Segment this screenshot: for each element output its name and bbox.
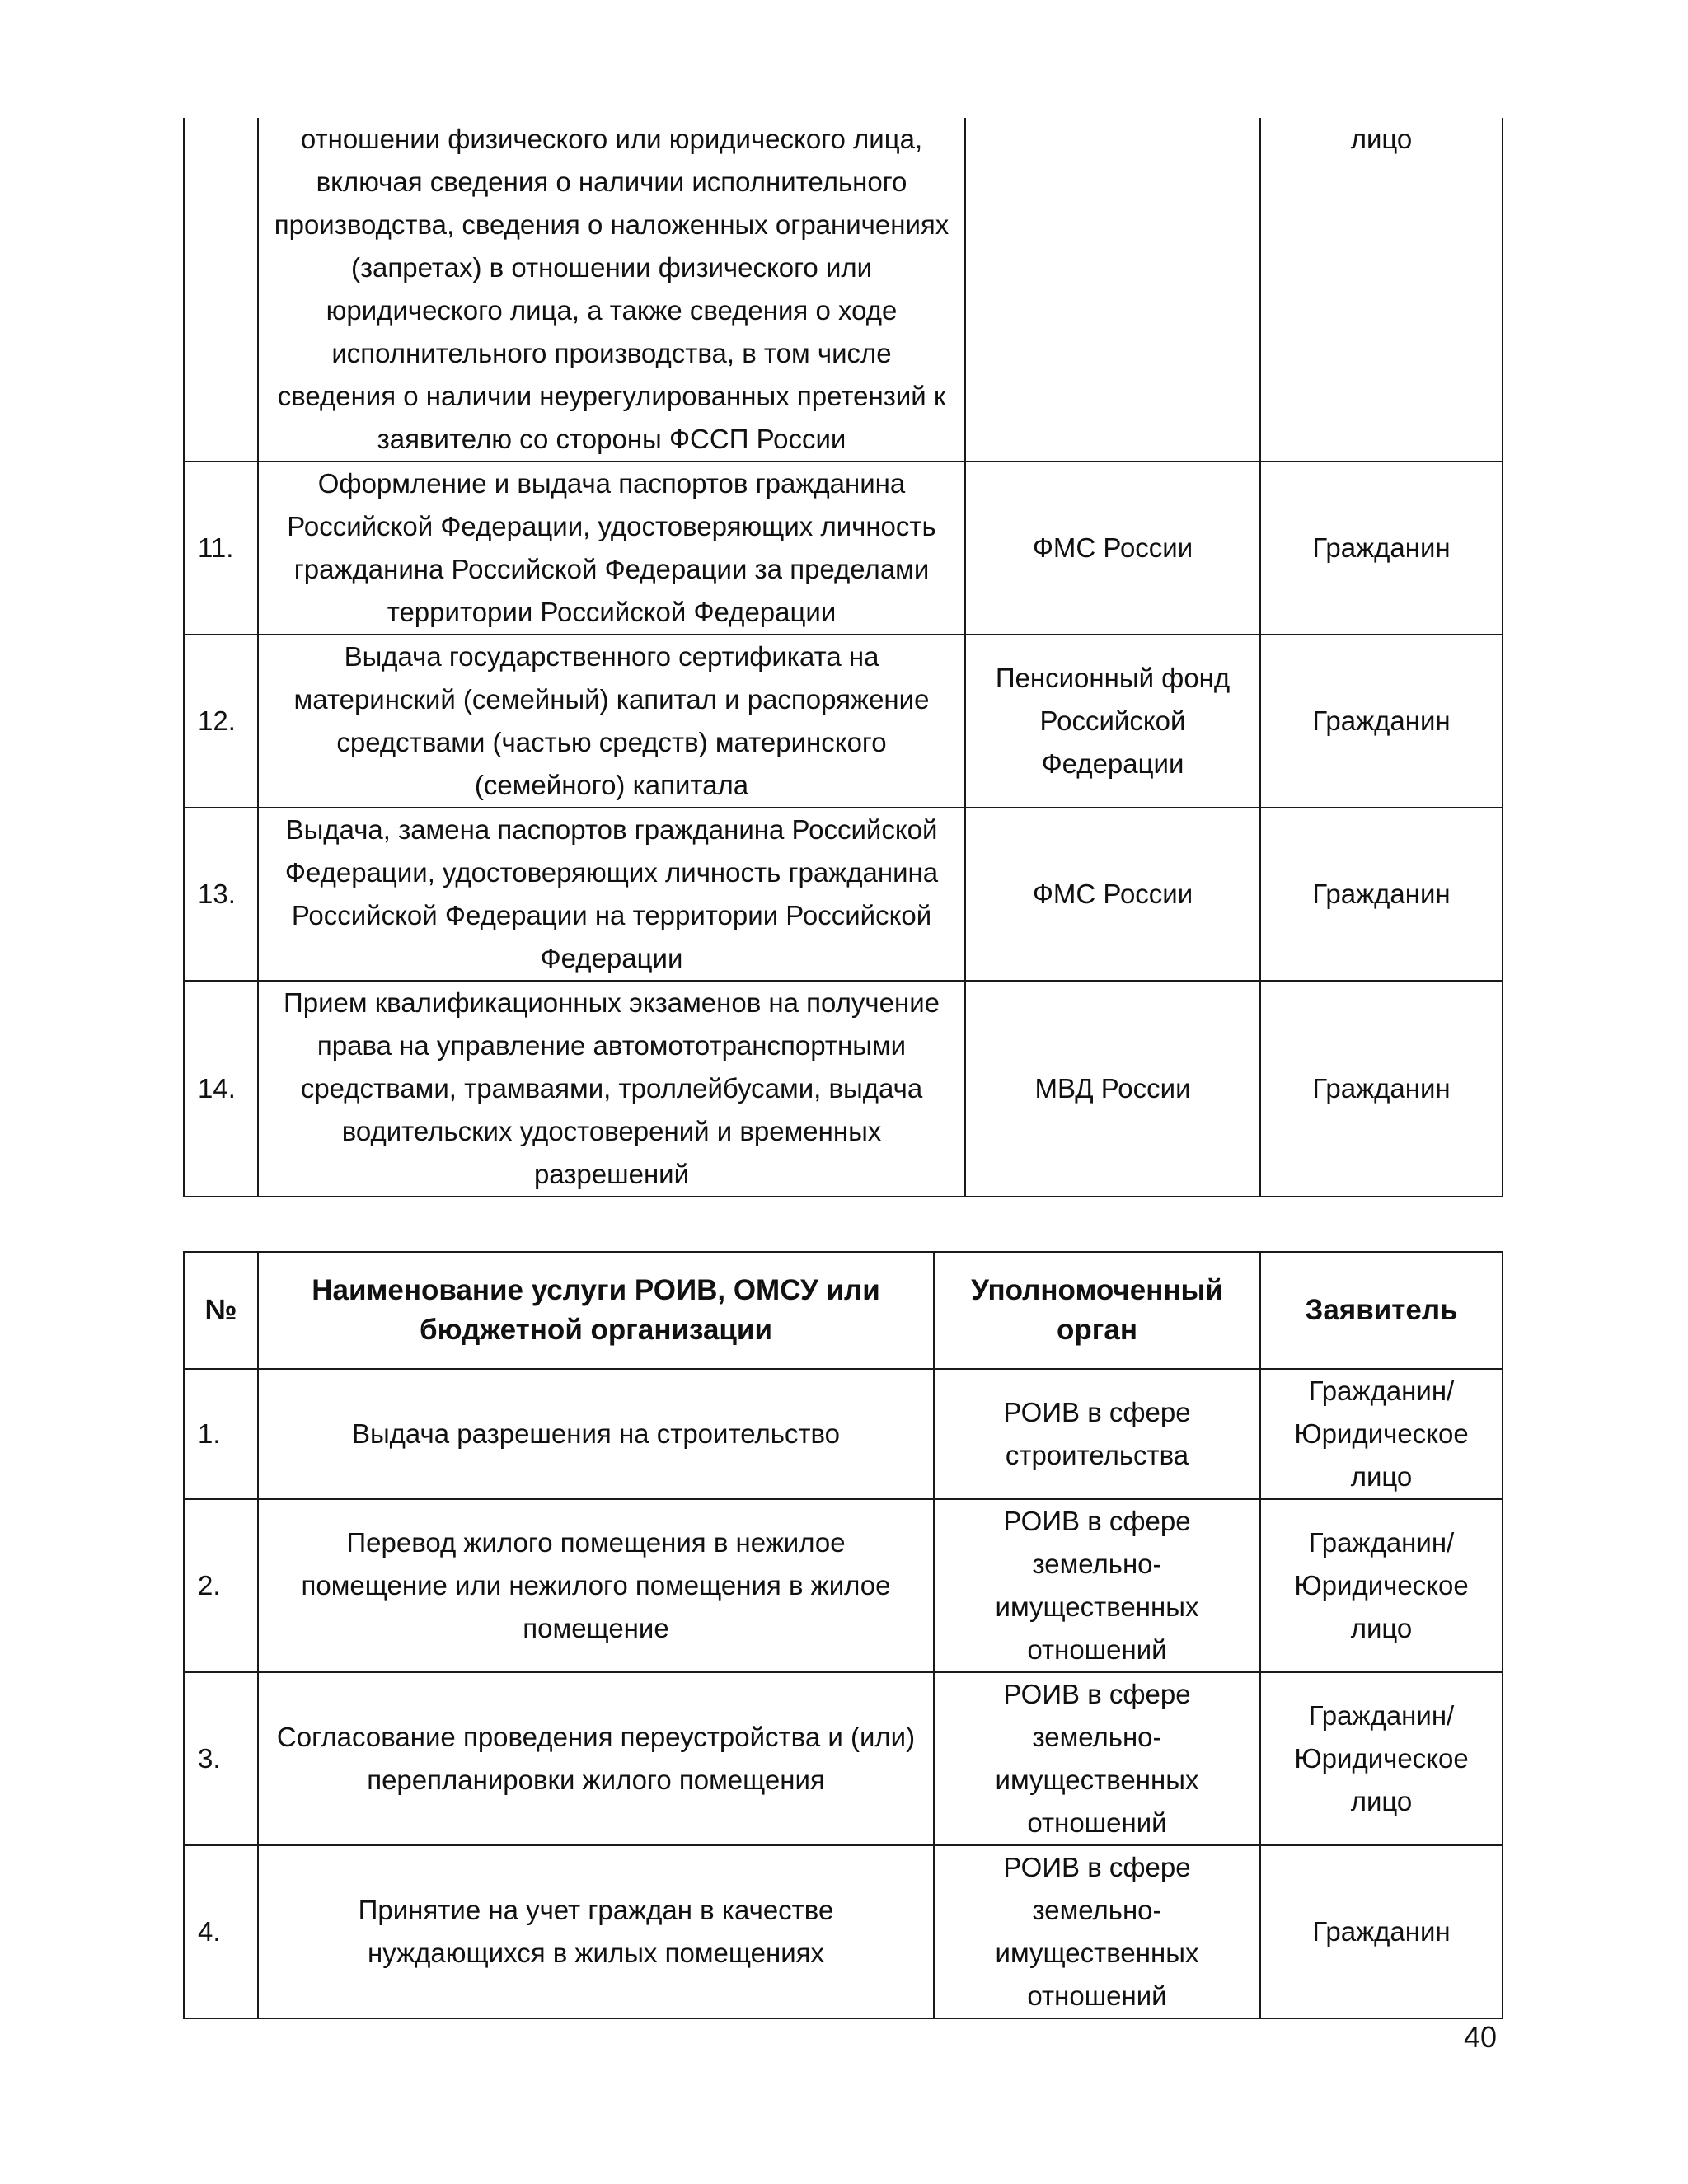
applicant: Гражданин xyxy=(1260,981,1503,1197)
applicant: Гражданин/ Юридическое лицо xyxy=(1260,1672,1503,1845)
header-applicant: Заявитель xyxy=(1260,1252,1503,1369)
service-name: Выдача разрешения на строительство xyxy=(258,1369,934,1499)
applicant: Гражданин xyxy=(1260,635,1503,808)
table-header-row xyxy=(184,1252,1503,1369)
table-row xyxy=(184,118,1503,462)
service-name: Прием квалификационных экзаменов на получение права на управление автомототранспортными средствами, трамваями, троллейбусами, выдача водительских удостоверений и временных разрешений xyxy=(258,981,965,1197)
authority: Пенсионный фонд Российской Федерации xyxy=(965,635,1260,808)
row-number: 3. xyxy=(184,1672,258,1845)
row-number: 1. xyxy=(184,1369,258,1499)
service-name: Оформление и выдача паспортов гражданина Российской Федерации, удостоверяющих личность гражданина Российской Федерации за пределами территории Российской Федерации xyxy=(258,462,965,635)
row-number: 4. xyxy=(184,1845,258,2018)
row-number xyxy=(184,118,258,462)
applicant: Гражданин/ Юридическое лицо xyxy=(1260,1499,1503,1672)
applicant: Гражданин xyxy=(1260,1845,1503,2018)
applicant: Гражданин xyxy=(1260,462,1503,635)
applicant: лицо xyxy=(1260,118,1503,462)
authority: РОИВ в сфере земельно-имущественных отношений xyxy=(934,1845,1260,2018)
table-row xyxy=(184,808,1503,981)
table-row xyxy=(184,981,1503,1197)
service-name: Перевод жилого помещения в нежилое помещение или нежилого помещения в жилое помещение xyxy=(258,1499,934,1672)
table-row xyxy=(184,1499,1503,1672)
page-number: 40 xyxy=(1463,2020,1497,2054)
row-number: 14. xyxy=(184,981,258,1197)
service-name: Выдача государственного сертификата на материнский (семейный) капитал и распоряжение средствами (частью средств) материнского (семейного) капитала xyxy=(258,635,965,808)
authority: МВД России xyxy=(965,981,1260,1197)
row-number: 13. xyxy=(184,808,258,981)
authority xyxy=(965,118,1260,462)
table-row xyxy=(184,1369,1503,1499)
service-name: Выдача, замена паспортов гражданина Российской Федерации, удостоверяющих личность гражданина Российской Федерации на территории Российской Федерации xyxy=(258,808,965,981)
header-service: Наименование услуги РОИВ, ОМСУ или бюджетной организации xyxy=(258,1252,934,1369)
regional-services-table xyxy=(183,1251,1503,2019)
table-row xyxy=(184,1672,1503,1845)
header-authority: Уполномоченный орган xyxy=(934,1252,1260,1369)
services-table-continued xyxy=(183,118,1503,1197)
authority: ФМС России xyxy=(965,462,1260,635)
table-row xyxy=(184,1845,1503,2018)
header-number: № xyxy=(184,1252,258,1369)
table-row xyxy=(184,635,1503,808)
applicant: Гражданин/ Юридическое лицо xyxy=(1260,1369,1503,1499)
table-row xyxy=(184,462,1503,635)
authority: РОИВ в сфере земельно-имущественных отношений xyxy=(934,1672,1260,1845)
row-number: 12. xyxy=(184,635,258,808)
row-number: 11. xyxy=(184,462,258,635)
authority: РОИВ в сфере земельно-имущественных отношений xyxy=(934,1499,1260,1672)
row-number: 2. xyxy=(184,1499,258,1672)
service-name: отношении физического или юридического лица, включая сведения о наличии исполнительного производства, сведения о наложенных ограничениях (запретах) в отношении физического или юридического лица, а также сведения о ходе исполнительного производства, в том числе сведения о наличии неурегулированных претензий к заявителю со стороны ФССП России xyxy=(258,118,965,462)
applicant: Гражданин xyxy=(1260,808,1503,981)
service-name: Согласование проведения переустройства и (или) перепланировки жилого помещения xyxy=(258,1672,934,1845)
service-name: Принятие на учет граждан в качестве нуждающихся в жилых помещениях xyxy=(258,1845,934,2018)
authority: РОИВ в сфере строительства xyxy=(934,1369,1260,1499)
authority: ФМС России xyxy=(965,808,1260,981)
